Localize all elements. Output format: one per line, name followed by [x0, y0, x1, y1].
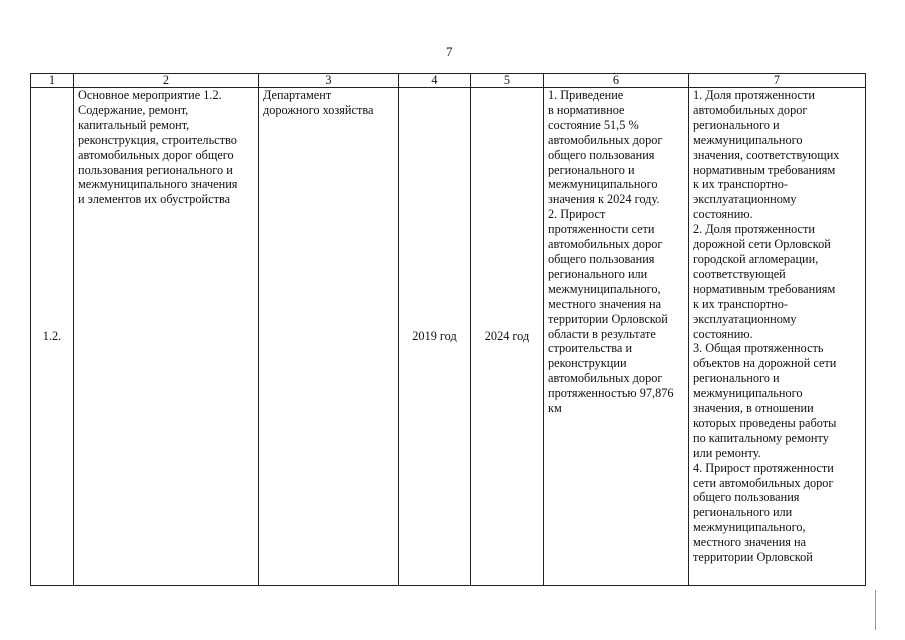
text-line: автомобильных дорог [548, 132, 663, 147]
text-line: Департамент [263, 88, 332, 102]
header-cell: 6 [544, 74, 689, 88]
text-line: состоянию. [693, 326, 753, 341]
text-line: эксплуатационному [693, 311, 797, 326]
text-line: км [548, 401, 562, 416]
text-line: межмуниципального, [548, 281, 661, 296]
text-line: 3. Общая протяженность [693, 341, 824, 356]
text-line: значения, в отношении [693, 401, 814, 416]
text-line: состояние 51,5 % [548, 117, 639, 132]
header-row [31, 74, 866, 88]
text-line: значения к 2024 году. [548, 192, 660, 207]
text-line: капитальный ремонт, [78, 117, 190, 132]
text-line: строительства и [548, 341, 633, 356]
text-line: к их транспортно- [693, 177, 788, 192]
indicators-cell [689, 88, 866, 586]
text-line: нормативным требованиям [693, 281, 836, 296]
text-line: 4. Прирост протяженности [693, 460, 834, 475]
text-line: автомобильных дорог [548, 371, 663, 386]
text-line: автомобильных дорог [548, 237, 663, 252]
result-cell [544, 88, 689, 586]
table-row [31, 88, 866, 586]
text-line: городской агломерации, [693, 251, 819, 266]
text-line: протяженности сети [548, 222, 655, 237]
event-cell [74, 88, 259, 586]
header-cell: 4 [399, 74, 471, 88]
text-line: 2. Прирост [548, 207, 606, 222]
text-line: местного значения на [693, 535, 807, 550]
text-line: межмуниципального [693, 386, 803, 401]
text-line: дорожной сети Орловской [693, 237, 831, 252]
text-line: 2. Доля протяженности [693, 222, 815, 237]
text-line: соответствующей [693, 266, 786, 281]
text-line: которых проведены работы [693, 415, 837, 430]
text-line: объектов на дорожной сети [693, 356, 837, 371]
text-line: протяженностью 97,876 [548, 386, 674, 401]
header-cell: 3 [259, 74, 399, 88]
text-line: общего пользования [693, 490, 800, 505]
header-cell: 2 [74, 74, 259, 88]
text-line: реконструкции [548, 356, 627, 371]
header-cell: 1 [31, 74, 74, 88]
text-line: значения, соответствующих [693, 147, 840, 162]
text-line: в нормативное [548, 102, 625, 117]
text-line: регионального и [548, 162, 635, 177]
text-line: территории Орловской [548, 311, 668, 326]
text-line: сети автомобильных дорог [693, 475, 834, 490]
text-line: регионального и [693, 117, 780, 132]
text-line: 1. Доля протяженности [693, 88, 815, 102]
text-line: Основное мероприятие 1.2. [78, 88, 222, 102]
text-line: 1. Приведение [548, 88, 624, 102]
text-line: и элементов их обустройства [78, 192, 231, 207]
text-line: эксплуатационному [693, 192, 797, 207]
header-cell: 5 [471, 74, 544, 88]
text-line: по капитальному ремонту [693, 430, 829, 445]
text-line: области в результате [548, 326, 656, 341]
scan-artifact-line [875, 590, 876, 630]
text-line: межмуниципального, [693, 520, 806, 535]
text-line: общего пользования [548, 251, 655, 266]
text-line: регионального или [693, 505, 793, 520]
page-number: 7 [446, 44, 453, 59]
text-line: к их транспортно- [693, 296, 788, 311]
text-line: автомобильных дорог общего [78, 147, 234, 162]
text-line: дорожного хозяйства [263, 102, 374, 117]
text-line: территории Орловской [693, 550, 813, 565]
text-line: Содержание, ремонт, [78, 102, 189, 117]
text-line: регионального или [548, 266, 648, 281]
text-line: нормативным требованиям [693, 162, 836, 177]
text-line: местного значения на [548, 296, 662, 311]
text-line: межмуниципального [548, 177, 658, 192]
text-line: состоянию. [693, 207, 753, 222]
header-cell: 7 [689, 74, 866, 88]
text-line: межмуниципального значения [78, 177, 238, 192]
executor-cell [259, 88, 399, 586]
text-line: или ремонту. [693, 445, 761, 460]
text-line: межмуниципального [693, 132, 803, 147]
end-cell: 2024 год [471, 88, 544, 586]
text-line: пользования регионального и [78, 162, 233, 177]
text-line: общего пользования [548, 147, 655, 162]
program-table [30, 73, 866, 586]
start-cell: 2019 год [399, 88, 471, 586]
row-number: 1.2. [31, 88, 74, 586]
text-line: автомобильных дорог [693, 102, 808, 117]
text-line: реконструкция, строительство [78, 132, 237, 147]
text-line: регионального и [693, 371, 780, 386]
